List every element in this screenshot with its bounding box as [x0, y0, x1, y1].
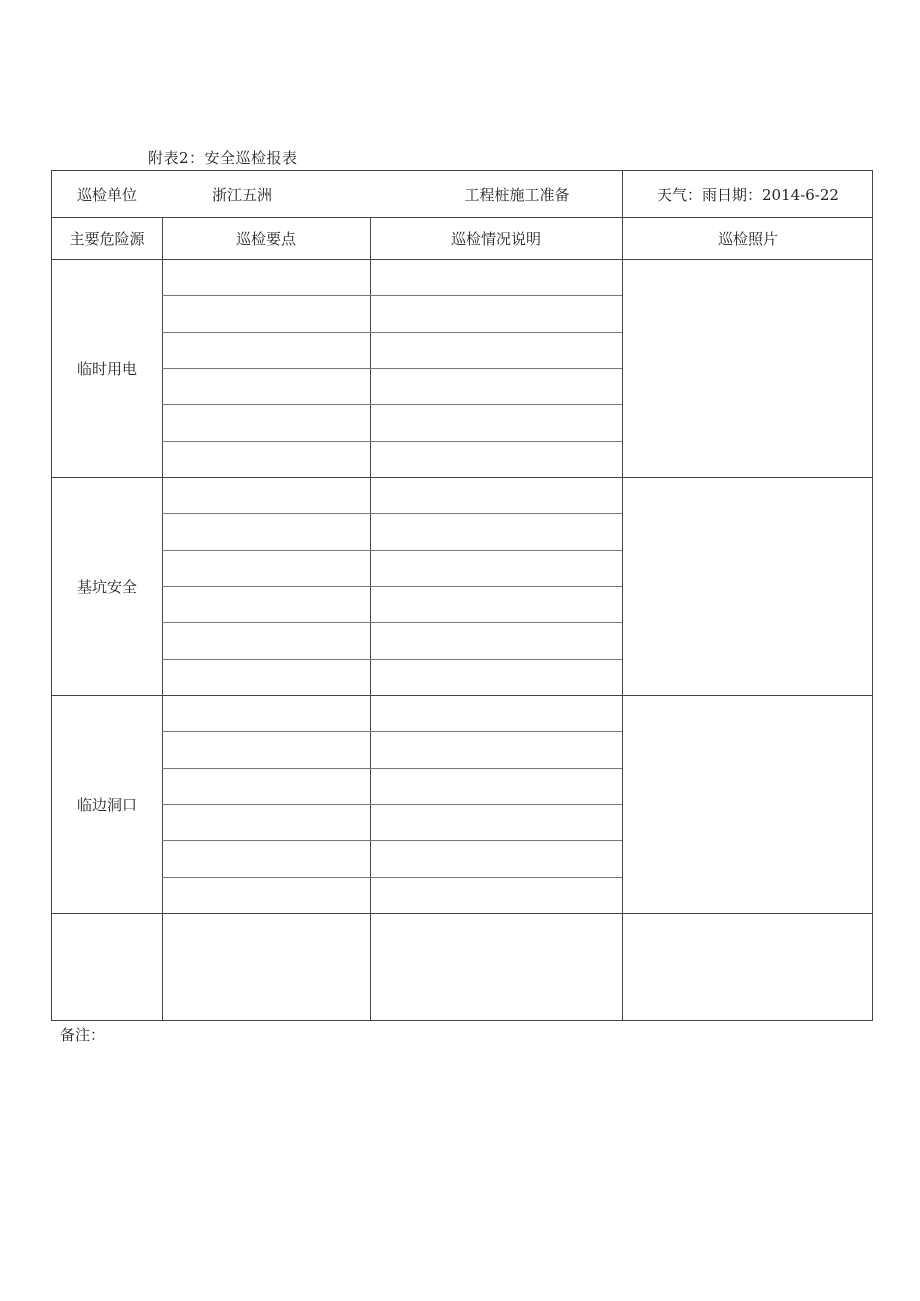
remark-label: 备注： [60, 1026, 106, 1044]
column-divider [162, 217, 163, 1020]
row-divider [52, 217, 872, 218]
sub-row-divider [162, 295, 622, 296]
page-title: 附表2：安全巡检报表 [148, 149, 298, 167]
sub-row-divider [162, 659, 622, 660]
unit-value: 浙江五洲 [212, 185, 273, 204]
project-name: 工程桩施工准备 [464, 185, 570, 204]
row-divider [52, 259, 872, 260]
column-divider [370, 217, 371, 1020]
section-label-edge-openings: 临边洞口 [76, 795, 137, 814]
sub-row-divider [162, 332, 622, 333]
column-header-description: 巡检情况说明 [450, 230, 541, 248]
row-divider [52, 695, 872, 696]
sub-row-divider [162, 404, 622, 405]
sub-row-divider [162, 877, 622, 878]
sub-row-divider [162, 768, 622, 769]
sub-row-divider [162, 368, 622, 369]
section-label-pit-safety: 基坑安全 [76, 577, 137, 596]
column-header-photo: 巡检照片 [717, 230, 778, 248]
row-divider [52, 913, 872, 914]
weather-date: 天气：雨日期：2014-6-22 [657, 185, 839, 204]
inspection-table [51, 170, 873, 1021]
sub-row-divider [162, 513, 622, 514]
sub-row-divider [162, 622, 622, 623]
column-header-key-points: 巡检要点 [235, 230, 296, 248]
sub-row-divider [162, 840, 622, 841]
sub-row-divider [162, 550, 622, 551]
sub-row-divider [162, 586, 622, 587]
column-header-hazard: 主要危险源 [69, 230, 145, 248]
row-divider [52, 477, 872, 478]
sub-row-divider [162, 804, 622, 805]
sub-row-divider [162, 731, 622, 732]
column-divider [622, 171, 623, 1020]
unit-label: 巡检单位 [76, 185, 137, 204]
sub-row-divider [162, 441, 622, 442]
section-label-temporary-power: 临时用电 [76, 359, 137, 378]
